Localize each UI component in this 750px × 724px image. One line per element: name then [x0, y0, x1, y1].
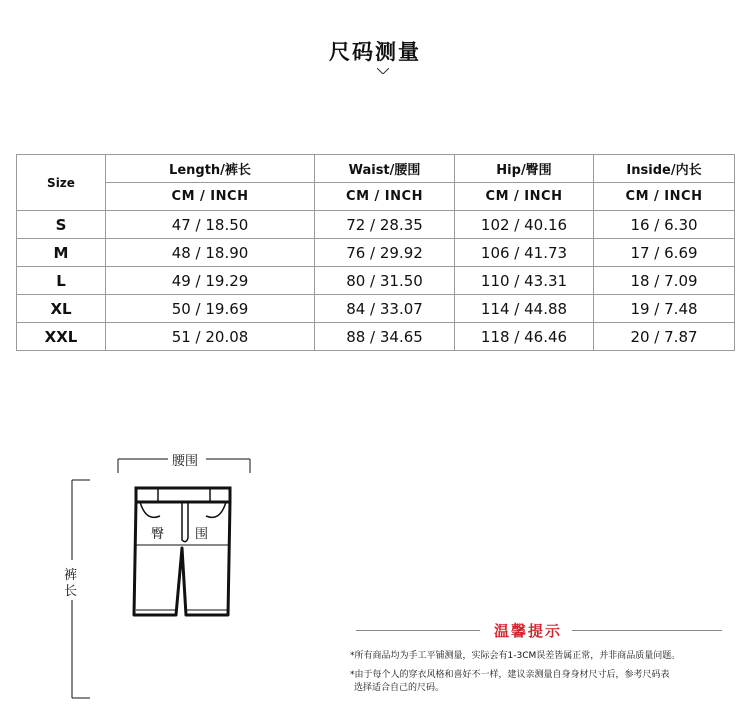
table-cell: 72 / 28.35: [315, 211, 455, 239]
unit-label: CM / INCH: [455, 183, 594, 211]
size-table: [16, 154, 735, 351]
table-cell: 48 / 18.90: [106, 239, 315, 267]
size-column-header: Size: [17, 155, 106, 211]
size-cell: M: [17, 239, 106, 267]
table-cell: 76 / 29.92: [315, 239, 455, 267]
table-cell: 80 / 31.50: [315, 267, 455, 295]
table-row: [17, 211, 735, 239]
table-cell: 17 / 6.69: [594, 239, 735, 267]
tip-line: *由于每个人的穿衣风格和喜好不一样，建议亲测量自身身材尺寸后，参考尺码表: [350, 670, 670, 680]
unit-label: CM / INCH: [315, 183, 455, 211]
column-header-waist: Waist/腰围: [315, 155, 455, 183]
page-title: 尺码测量: [329, 40, 421, 64]
column-header-inside: Inside/内长: [594, 155, 735, 183]
table-row: [17, 295, 735, 323]
table-row: [17, 239, 735, 267]
hip-label-left: 臀: [151, 527, 165, 542]
tip-line: 选择适合自己的尺码。: [354, 683, 445, 693]
table-cell: 114 / 44.88: [455, 295, 594, 323]
size-cell: XXL: [17, 323, 106, 351]
column-header-hip: Hip/臀围: [455, 155, 594, 183]
table-cell: 19 / 7.48: [594, 295, 735, 323]
table-row: [17, 323, 735, 351]
unit-label: CM / INCH: [106, 183, 315, 211]
size-cell: XL: [17, 295, 106, 323]
waist-label: 腰围: [172, 454, 199, 469]
tip-line: *所有商品均为手工平铺测量，实际会有1-3CM误差皆属正常，并非商品质量问题。: [350, 651, 681, 661]
size-cell: S: [17, 211, 106, 239]
table-cell: 102 / 40.16: [455, 211, 594, 239]
table-cell: 51 / 20.08: [106, 323, 315, 351]
table-cell: 20 / 7.87: [594, 323, 735, 351]
tips-divider-right: [572, 630, 722, 631]
size-cell: L: [17, 267, 106, 295]
table-cell: 16 / 6.30: [594, 211, 735, 239]
table-cell: 50 / 19.69: [106, 295, 315, 323]
table-unit-row: [17, 183, 735, 211]
unit-label: CM / INCH: [594, 183, 735, 211]
table-cell: 49 / 19.29: [106, 267, 315, 295]
table-row: [17, 267, 735, 295]
table-cell: 88 / 34.65: [315, 323, 455, 351]
tips-divider-left: [356, 630, 480, 631]
column-header-length: Length/裤长: [106, 155, 315, 183]
table-header-row: [17, 155, 735, 183]
hip-label-right: 围: [195, 527, 209, 542]
length-label-bottom: 长: [64, 584, 78, 599]
table-cell: 118 / 46.46: [455, 323, 594, 351]
chevron-down-icon: [377, 68, 389, 74]
measurement-diagram: [0, 440, 340, 720]
tips-title: 温馨提示: [494, 622, 563, 640]
table-cell: 106 / 41.73: [455, 239, 594, 267]
table-cell: 84 / 33.07: [315, 295, 455, 323]
length-label-top: 裤: [64, 568, 78, 583]
table-cell: 110 / 43.31: [455, 267, 594, 295]
table-cell: 18 / 7.09: [594, 267, 735, 295]
shorts-outline-icon: [0, 440, 340, 720]
table-cell: 47 / 18.50: [106, 211, 315, 239]
